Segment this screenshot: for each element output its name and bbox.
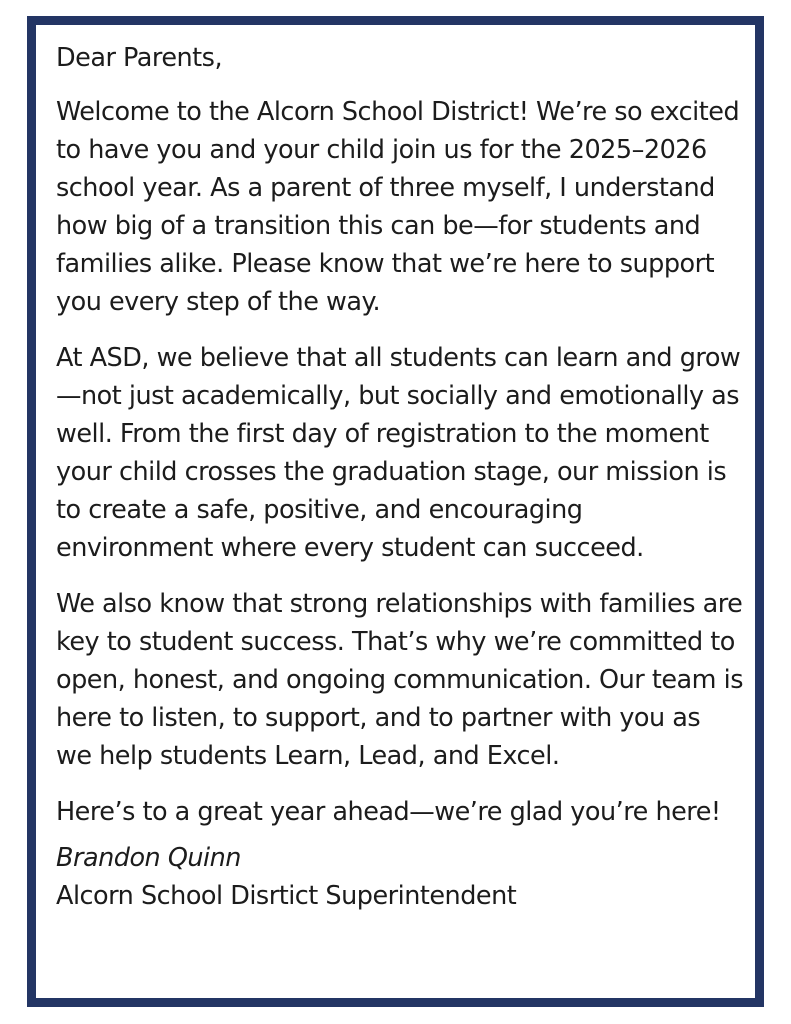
letter-body	[56, 39, 743, 915]
signature-name: Brandon Quinn	[56, 843, 241, 873]
letter-frame	[27, 16, 764, 1007]
letter-closing: Here’s to a great year ahead—we’re glad you’re here!	[56, 797, 721, 827]
letter-paragraph-relationships: We also know that strong relationships with families are key to student success. That’s why we’re committed to open, honest, and ongoing communication. Our team is here to listen, to support, and to partner with you as we help students Learn, Lead, and Excel.	[56, 589, 743, 771]
letter-paragraph-mission: At ASD, we believe that all students can learn and grow—not just academically, but socially and emotionally as well. From the first day of registration to the moment your child crosses the graduation stage, our mission is to create a safe, positive, and encouraging environment where every student can succeed.	[56, 343, 741, 563]
letter-greeting: Dear Parents,	[56, 43, 223, 73]
letter-paragraph-welcome: Welcome to the Alcorn School District! We’re so excited to have you and your child join us for the 2025–2026 school year. As a parent of three myself, I understand how big of a transition this can be—for students and families alike. Please know that we’re here to support you every step of the way.	[56, 97, 740, 317]
signature-title: Alcorn School Disrtict Superintendent	[56, 881, 517, 911]
